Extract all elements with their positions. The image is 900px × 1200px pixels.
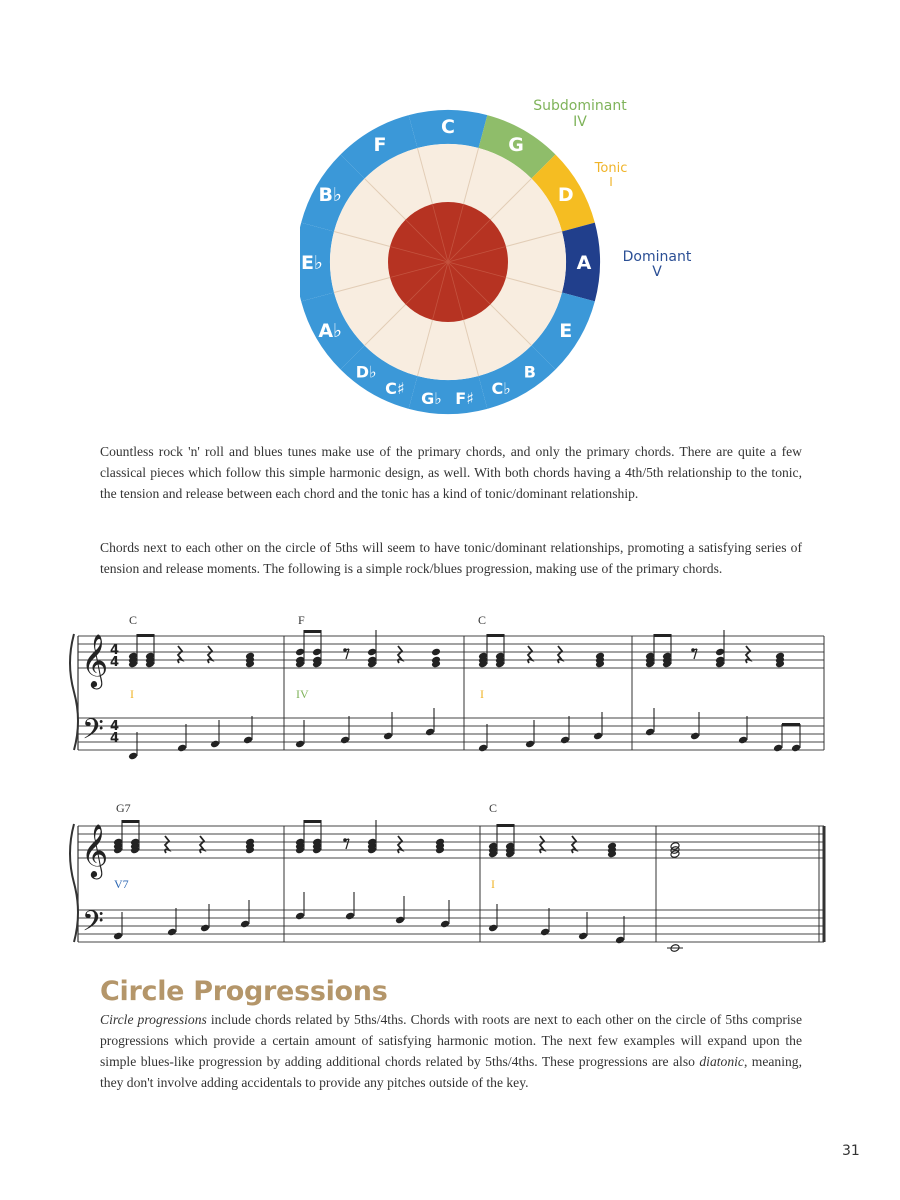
beam (782, 723, 800, 726)
body-paragraph-circle-progressions (100, 1009, 802, 1093)
grand-staff-brace (70, 634, 78, 750)
beam (137, 634, 154, 637)
chord-symbol-m3: C (478, 613, 487, 627)
music-system-2 (0, 795, 900, 970)
barlines-1 (70, 634, 824, 750)
notes-2 (113, 820, 683, 952)
notes-1 (128, 630, 801, 760)
beam (304, 820, 321, 823)
bass-clef: 𝄢 (82, 905, 104, 945)
music-system-1 (0, 605, 900, 775)
paragraph-text-end: , meaning, they don't involve adding accidentals to provide any pitches outside of the key. (100, 1054, 802, 1090)
tonic-numeral: I (609, 175, 613, 189)
numeral-m2: IV (296, 687, 309, 701)
chord-symbol-m1: C (129, 613, 138, 627)
chord-symbol-m2: F (298, 613, 305, 627)
bass-staff-2 (78, 910, 824, 942)
time-signature-treble-bottom: 4 (110, 655, 120, 670)
treble-clef: 𝄞 (81, 823, 109, 877)
time-signature-treble-top: 4 (110, 643, 120, 658)
numeral-m1: I (130, 687, 134, 701)
wheel-key-label: C♭ (491, 379, 511, 399)
wheel-key-label: D♭ (355, 362, 377, 382)
wheel-key-label: A (576, 252, 592, 274)
beam (304, 630, 321, 633)
body-paragraph-primary-chords: Countless rock 'n' roll and blues tunes make use of the primary chords, and only the primary chords. There are quite a few classical pieces which follow this simple harmonic design, as well. With both chords having a 4th/5th relationship to the tonic, the tension and release between each chord and the tonic has a kind of tonic/dominant relationship. (100, 444, 802, 501)
time-signature-bass-top: 4 (110, 719, 120, 734)
wheel-key-label: B♭ (318, 184, 342, 206)
dominant-numeral: V (652, 264, 662, 280)
beam (497, 824, 514, 827)
wheel-key-label: C♯ (385, 379, 405, 399)
term-circle-progressions: Circle progressions (100, 1012, 207, 1027)
beam (122, 820, 139, 823)
numeral-m3: I (480, 687, 484, 701)
wheel-key-label: A♭ (318, 320, 343, 342)
wheel-key-label: B (523, 362, 536, 382)
bass-staff-1 (78, 718, 824, 750)
circle-of-fifths-diagram (300, 90, 700, 440)
notehead (431, 648, 441, 657)
bass-clef: 𝄢 (82, 713, 104, 753)
tonic-label: Tonic (594, 161, 628, 176)
wheel-key-label: F (373, 134, 387, 157)
paragraph-text: include chords related by 5ths/4ths. Chords with roots are next to each other on the circle of 5ths comprise progressions which provide a certain amount of satisfying harmonic motion. The next few examples will expand upon the simple blues-like progression by adding additional chords related by 5ths/4ths. These progressions are also (100, 1012, 802, 1069)
treble-staff-1 (78, 636, 824, 668)
section-heading: Circle Progressions (100, 976, 388, 1007)
wheel-key-label: F♯ (455, 388, 474, 408)
time-signature-bass-bottom: 4 (110, 731, 120, 746)
numeral-m7: I (491, 877, 495, 891)
subdominant-label: Subdominant (533, 98, 627, 114)
beam (487, 634, 504, 637)
subdominant-numeral: IV (573, 114, 587, 130)
page-number: 31 (842, 1143, 860, 1159)
wheel-key-label: E (559, 320, 573, 342)
wheel-key-label: D (557, 184, 574, 206)
wheel-key-label: G♭ (421, 388, 442, 408)
numeral-m5: V7 (114, 877, 129, 891)
grand-staff-brace (70, 824, 78, 942)
treble-clef: 𝄞 (81, 633, 109, 687)
chord-symbol-m7: C (489, 801, 498, 815)
dominant-label: Dominant (622, 249, 692, 265)
chord-symbol-m5: G7 (116, 801, 131, 815)
wheel-key-label: G (508, 134, 524, 157)
wheel-key-label: C (441, 116, 455, 138)
wheel-key-label: E♭ (301, 252, 323, 274)
term-diatonic: diatonic (699, 1054, 744, 1069)
body-paragraph-tension-release: Chords next to each other on the circle of 5ths will seem to have tonic/dominant relationships, promoting a satisfying series of tension and release moments. The following is a simple rock/blues progression, making use of the primary chords. (100, 540, 802, 576)
treble-staff-2 (78, 826, 824, 858)
beam (654, 634, 671, 637)
